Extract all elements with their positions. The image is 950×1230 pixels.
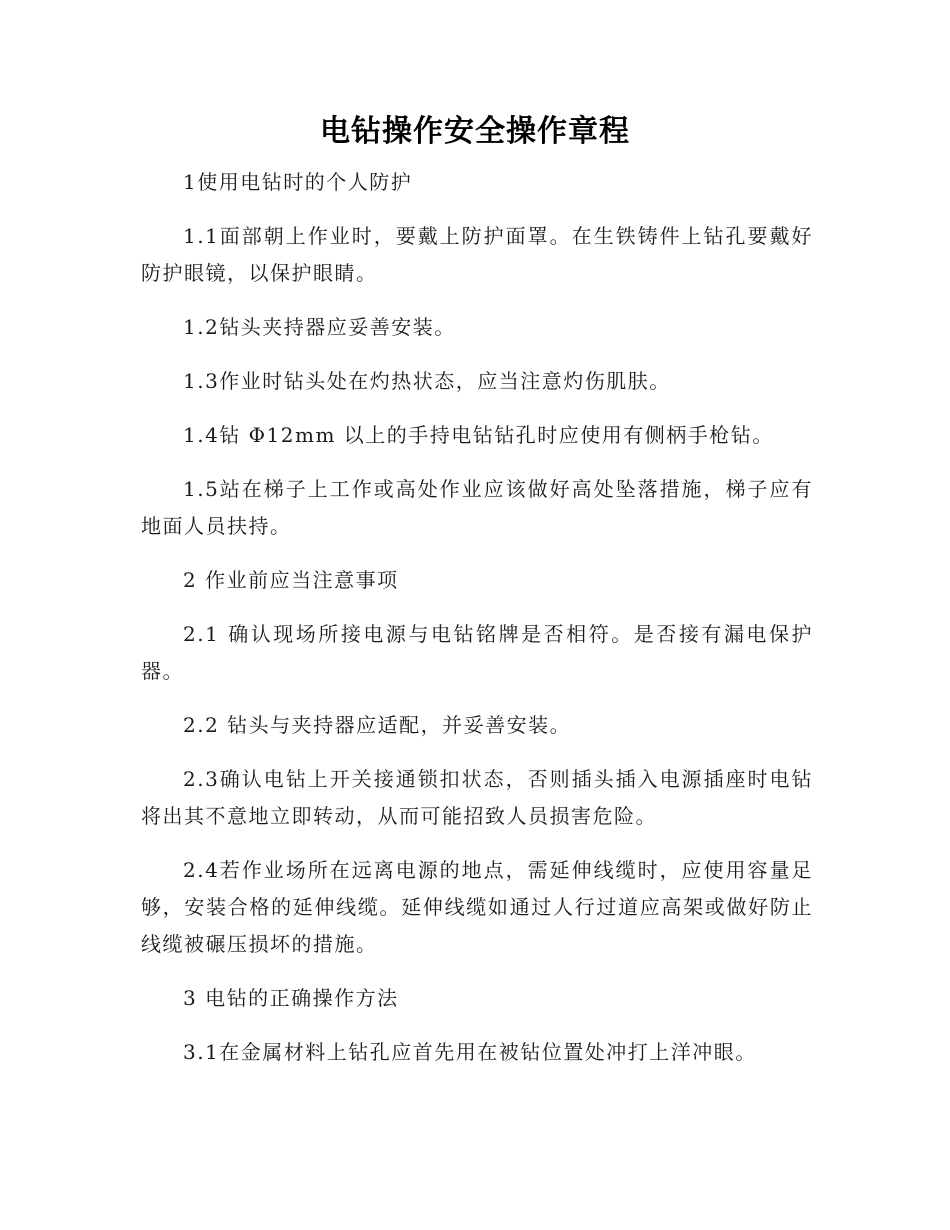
paragraph-section-3-heading: 3 电钻的正确操作方法 <box>183 986 399 1010</box>
paragraph-1-4: 1.4钻 Φ12mm 以上的手持电钻钻孔时应使用有侧柄手枪钻。 <box>183 423 774 447</box>
paragraph-1-1: 1.1面部朝上作业时，要戴上防护面罩。在生铁铸件上钻孔要戴好防护眼镜，以保护眼睛。 <box>141 224 813 285</box>
paragraph-1-3: 1.3作业时钻头处在灼热状态，应当注意灼伤肌肤。 <box>183 369 671 393</box>
document-body <box>141 164 813 1088</box>
paragraph-2-2: 2.2 钻头与夹持器应适配，并妥善安装。 <box>183 713 572 737</box>
paragraph-2-4: 2.4若作业场所在远离电源的地点，需延伸线缆时，应使用容量足够，安装合格的延伸线缆。延伸线缆如通过人行过道应高架或做好防止线缆被碾压损坏的措施。 <box>141 858 813 956</box>
paragraph-1-5: 1.5站在梯子上工作或高处作业应该做好高处坠落措施，梯子应有地面人员扶持。 <box>141 477 813 538</box>
document-title: 电钻操作安全操作章程 <box>320 114 630 149</box>
paragraph-3-1: 3.1在金属材料上钻孔应首先用在被钻位置处冲打上洋冲眼。 <box>183 1040 757 1064</box>
paragraph-2-3: 2.3确认电钻上开关接通锁扣状态，否则插头插入电源插座时电钻将出其不意地立即转动，从而可能招致人员损害危险。 <box>141 767 813 828</box>
paragraph-2-1: 2.1 确认现场所接电源与电钻铭牌是否相符。是否接有漏电保护器。 <box>141 622 813 683</box>
paragraph-section-2-heading: 2 作业前应当注意事项 <box>183 568 399 592</box>
paragraph-1-2: 1.2钻头夹持器应妥善安装。 <box>183 315 456 339</box>
paragraph-section-1-heading: 1使用电钻时的个人防护 <box>183 170 413 194</box>
